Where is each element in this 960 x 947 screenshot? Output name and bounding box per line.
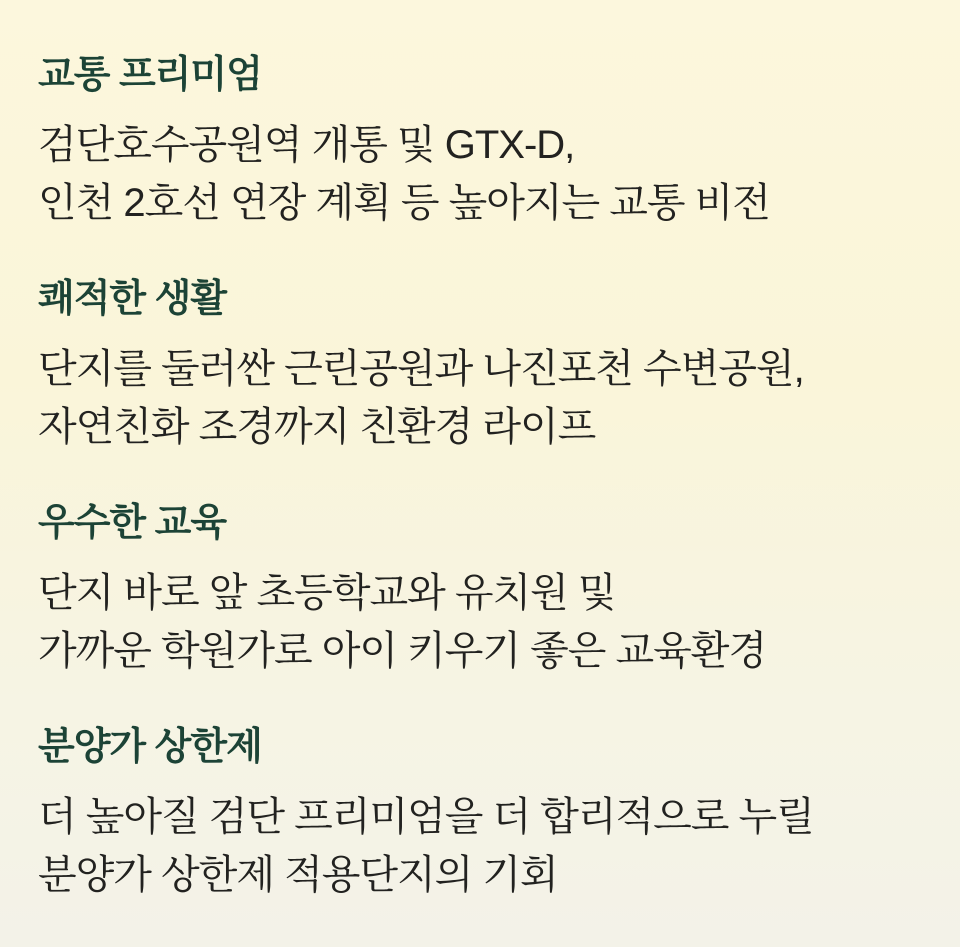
section-title-environment: 쾌적한 생활 (38, 278, 227, 320)
feature-section-price-cap (38, 724, 930, 904)
section-body-line: 인천 2호선 연장 계획 등 높아지는 교통 비전 (38, 181, 770, 225)
section-title-education: 우수한 교육 (38, 502, 227, 544)
section-body-line: 가까운 학원가로 아이 키우기 좋은 교육환경 (38, 629, 767, 673)
section-body-line: 분양가 상한제 적용단지의 기회 (38, 853, 558, 897)
feature-section-transport (38, 52, 930, 232)
section-title-transport: 교통 프리미엄 (38, 54, 262, 96)
feature-section-education (38, 500, 930, 680)
section-body-line: 단지를 둘러싼 근린공원과 나진포천 수변공원, (38, 347, 804, 391)
section-title-price-cap: 분양가 상한제 (38, 726, 262, 768)
section-body-line: 검단호수공원역 개통 및 GTX-D, (38, 123, 575, 167)
section-body-line: 단지 바로 앞 초등학교와 유치원 및 (38, 571, 616, 615)
feature-section-environment (38, 276, 930, 456)
section-body-line: 더 높아질 검단 프리미엄을 더 합리적으로 누릴 (38, 795, 814, 839)
section-body-line: 자연친화 조경까지 친환경 라이프 (38, 405, 596, 449)
